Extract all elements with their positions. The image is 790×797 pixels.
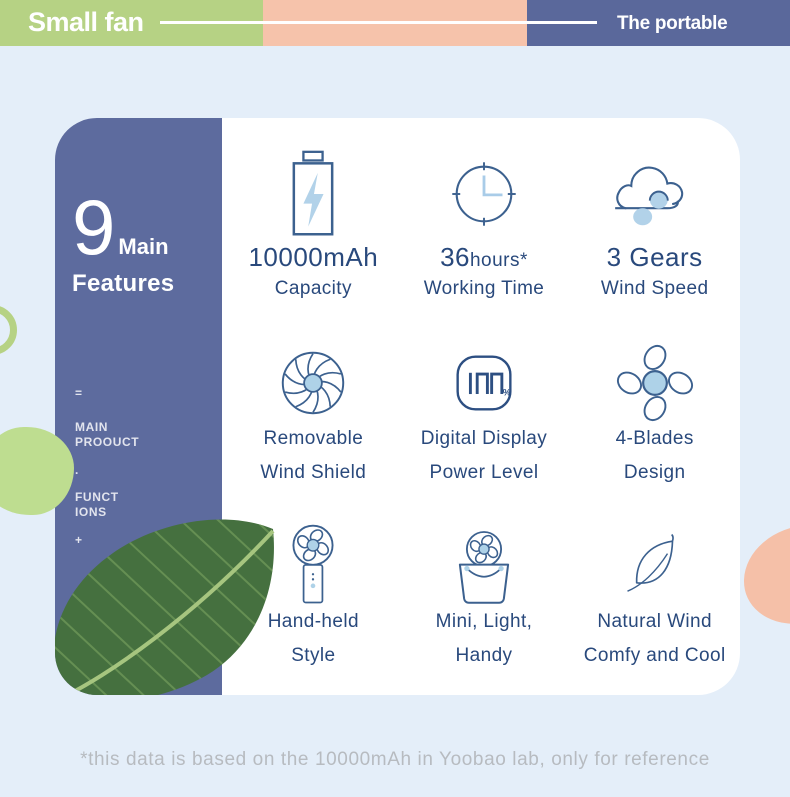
feature-wind-speed: 3 Gears Wind Speed <box>569 118 740 308</box>
decorative-leaf <box>55 495 280 695</box>
handheld-fan-icon <box>284 523 342 611</box>
feature-blades-design: 4-Blades Design <box>569 308 740 493</box>
feature-mini-handy: Mini, Light, Handy <box>399 493 570 695</box>
svg-text:%: % <box>502 387 511 398</box>
feature-digital-display: % Digital Display Power Level <box>399 308 570 493</box>
brand-title: Small fan <box>28 7 144 37</box>
features-count-label: Main <box>118 234 169 259</box>
features-grid <box>222 118 740 695</box>
sidebar-watermark: = MAIN PROOUCT . FUNCT IONS + <box>75 386 140 547</box>
feature-working-time: 36hours* Working Time <box>399 118 570 308</box>
pink-blob-decoration <box>734 516 790 633</box>
features-title: Features <box>72 270 175 297</box>
four-blades-icon <box>614 342 696 424</box>
footnote: *this data is based on the 10000mAh in Yoobao lab, only for reference <box>80 749 710 770</box>
digital-display-icon <box>450 349 518 417</box>
features-count: 9 <box>72 183 116 271</box>
wind-cloud-icon <box>611 157 699 231</box>
clock-icon <box>447 157 521 231</box>
green-ring-decoration <box>0 305 17 355</box>
features-card <box>55 118 740 695</box>
topbar <box>0 0 790 46</box>
features-headline <box>72 183 175 298</box>
feature-natural-wind: Natural Wind Comfy and Cool <box>569 493 740 695</box>
feature-capacity: 10000mAh Capacity <box>228 118 399 308</box>
feature-wind-shield: Removable Wind Shield <box>228 308 399 493</box>
battery-icon <box>282 148 344 240</box>
leaf-icon <box>620 532 690 602</box>
topbar-tagline: The portable <box>617 13 728 34</box>
fan-wheel-icon <box>273 343 353 423</box>
bag-fan-icon <box>449 527 519 607</box>
feature-handheld: Hand-held Style <box>228 493 399 695</box>
topbar-divider-line <box>160 21 597 24</box>
